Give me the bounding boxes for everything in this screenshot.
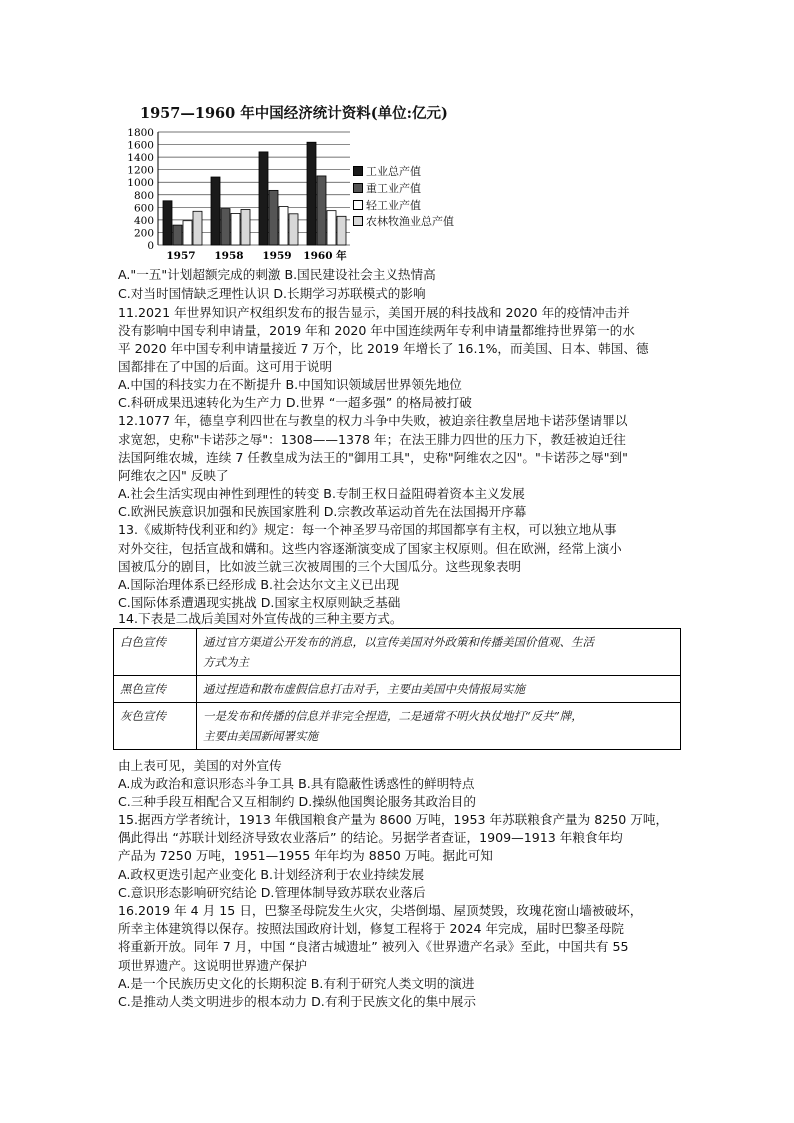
propaganda-table [113, 628, 681, 750]
q12-stem: 法国阿维农城，连续 7 任教皇成为法王的"御用工具"，史称"阿维农之囚"。"卡诺莎之辱"到" [118, 450, 628, 465]
bar-工业总产值 [211, 177, 220, 245]
bar-轻工业产值 [231, 213, 240, 245]
x-tick-label: 1958 [214, 250, 244, 262]
y-tick-label: 400 [133, 214, 154, 227]
y-tick-label: 0 [147, 240, 154, 252]
chart-title: 1957—1960 年中国经济统计资料(单位:亿元) [140, 105, 448, 122]
y-tick-label: 1200 [127, 164, 154, 177]
legend-swatch [353, 166, 363, 176]
bar-工业总产值 [163, 201, 172, 245]
q11-stem: 11.2021 年世界知识产权组织发布的报告显示，美国开展的科技战和 2020 年的疫情冲击并 [118, 305, 630, 320]
q12-options: C.欧洲民族意识加强和民族国家胜利 D.宗教改革运动首先在法国揭开序幕 [118, 504, 527, 519]
q16-stem: 所幸主体建筑得以保存。按照法国政府计划，修复工程将于 2024 年完成，届时巴黎圣母院 [118, 921, 625, 936]
table-cell-type: 灰色宣传 [114, 703, 197, 750]
q14-options: C.三种手段互相配合又互相制约 D.操纵他国舆论服务其政治目的 [118, 794, 476, 809]
q11-options: A.中国的科技实力在不断提升 B.中国知识领域居世界领先地位 [118, 377, 462, 392]
y-tick-label: 1000 [127, 177, 154, 190]
y-tick-label: 1600 [127, 139, 154, 152]
bar-重工业产值 [173, 225, 182, 245]
q10-options: C.对当时国情缺乏理性认识 D.长期学习苏联模式的影响 [118, 286, 426, 301]
q15-stem: 15.据西方学者统计，1913 年俄国粮食产量为 8600 万吨，1953 年苏联粮食产量为 8250 万吨， [118, 812, 669, 827]
table-row [114, 676, 681, 703]
bar-农林牧渔业总产值 [193, 211, 202, 245]
legend-item: 重工业产值 [353, 180, 421, 196]
table-cell-type: 白色宣传 [114, 629, 197, 676]
y-tick-label: 200 [133, 227, 154, 240]
bar-chart [118, 124, 358, 264]
q16-stem: 将重新开放。同年 7 月，中国 “良渚古城遗址” 被列入《世界遗产名录》至此，中国共有 55 [118, 939, 629, 954]
y-tick-label: 600 [133, 202, 154, 215]
q16-stem: 16.2019 年 4 月 15 日，巴黎圣母院发生火灾，尖塔倒塌、屋顶焚毁，玫瑰花窗山墙被破坏， [118, 903, 643, 918]
q13-stem: 13.《威斯特伐利亚和约》规定：每一个神圣罗马帝国的邦国都享有主权，可以独立地从事 [118, 522, 617, 537]
bar-轻工业产值 [327, 211, 336, 245]
q15-options: A.政权更迭引起产业变化 B.计划经济利于农业持续发展 [118, 867, 425, 882]
table-cell-desc: 一是发布和传播的信息并非完全捏造，二是通常不明火执仗地打“反共”牌， 主要由美国新闻署实施 [197, 703, 681, 750]
q16-options: A.是一个民族历史文化的长期积淀 B.有利于研究人类文明的演进 [118, 976, 475, 991]
q14-question: 由上表可见，美国的对外宣传 [118, 758, 282, 773]
bar-重工业产值 [269, 190, 278, 245]
table-row [114, 703, 681, 750]
q14-options: A.成为政治和意识形态斗争工具 B.具有隐蔽性诱惑性的鲜明特点 [118, 776, 475, 791]
q16-options: C.是推动人类文明进步的根本动力 D.有利于民族文化的集中展示 [118, 994, 476, 1009]
bar-工业总产值 [307, 142, 316, 245]
q13-stem: 对外交往，包括宣战和媾和。这些内容逐渐演变成了国家主权原则。但在欧洲，经常上演小 [118, 541, 622, 556]
q11-options: C.科研成果迅速转化为生产力 D.世界 “一超多强” 的格局被打破 [118, 395, 472, 410]
legend-item: 工业总产值 [353, 163, 421, 179]
q16-stem: 项世界遗产。这说明世界遗产保护 [118, 958, 307, 973]
q13-stem: 国被瓜分的剧目，比如波兰就三次被周围的三个大国瓜分。这些现象表明 [118, 559, 521, 574]
bar-农林牧渔业总产值 [241, 209, 250, 245]
legend-swatch [353, 200, 363, 210]
q13-options: C.国际体系遭遇现实挑战 D.国家主权原则缺乏基础 [118, 595, 401, 610]
x-tick-label: 1959 [262, 250, 292, 262]
q12-stem: 求宽恕，史称"卡诺莎之辱"：1308——1378 年；在法王腓力四世的压力下，教廷被迫迁往 [118, 432, 626, 447]
q15-stem: 偶此得出 “苏联计划经济导致农业落后” 的结论。另据学者查证，1909—1913 年粮食年均 [118, 830, 623, 845]
legend-item: 轻工业产值 [353, 197, 421, 213]
x-tick-label: 1957 [166, 250, 196, 262]
table-cell-type: 黑色宣传 [114, 676, 197, 703]
legend-item: 农林牧渔业总产值 [353, 213, 454, 229]
bar-农林牧渔业总产值 [289, 214, 298, 245]
q13-options: A.国际治理体系已经形成 B.社会达尔文主义已出现 [118, 577, 399, 592]
q12-stem: 阿维农之囚" 反映了 [118, 468, 229, 483]
bar-轻工业产值 [279, 207, 288, 245]
table-cell-desc: 通过捏造和散布虚假信息打击对手，主要由美国中央情报局实施 [197, 676, 681, 703]
legend-swatch [353, 216, 363, 226]
q14-stem: 14.下表是二战后美国对外宣传战的三种主要方式。 [118, 611, 403, 626]
q15-stem: 产品为 7250 万吨，1951—1955 年年均为 8850 万吨。据此可知 [118, 848, 493, 863]
bar-农林牧渔业总产值 [337, 216, 346, 245]
bar-轻工业产值 [183, 221, 192, 245]
table-row [114, 629, 681, 676]
bar-重工业产值 [317, 176, 326, 245]
q15-options: C.意识形态影响研究结论 D.管理体制导致苏联农业落后 [118, 885, 426, 900]
legend-swatch [353, 183, 363, 193]
q12-stem: 12.1077 年，德皇亨利四世在与教皇的权力斗争中失败，被迫亲往教皇居地卡诺莎堡请罪以 [118, 413, 628, 428]
q11-stem: 国都排在了中国的后面。这可用于说明 [118, 359, 333, 374]
y-tick-label: 1800 [127, 127, 154, 139]
table-cell-desc: 通过官方渠道公开发布的消息，以宣传美国对外政策和传播美国价值观、生活 方式为主 [197, 629, 681, 676]
q10-options: A."一五"计划超额完成的刺激 B.国民建设社会主义热情高 [118, 267, 436, 282]
q11-stem: 没有影响中国专利申请量，2019 年和 2020 年中国连续两年专利申请量都维持世界第一的水 [118, 323, 635, 338]
y-tick-label: 1400 [127, 152, 154, 165]
q11-stem: 平 2020 年中国专利申请量接近 7 万个，比 2019 年增长了 16.1%，而美国、日本、韩国、德 [118, 341, 649, 356]
y-tick-label: 800 [133, 189, 154, 202]
q12-options: A.社会生活实现由神性到理性的转变 B.专制王权日益阻碍着资本主义发展 [118, 486, 525, 501]
x-tick-label: 1960 年 [303, 250, 347, 262]
bar-重工业产值 [221, 209, 230, 245]
bar-工业总产值 [259, 152, 268, 245]
